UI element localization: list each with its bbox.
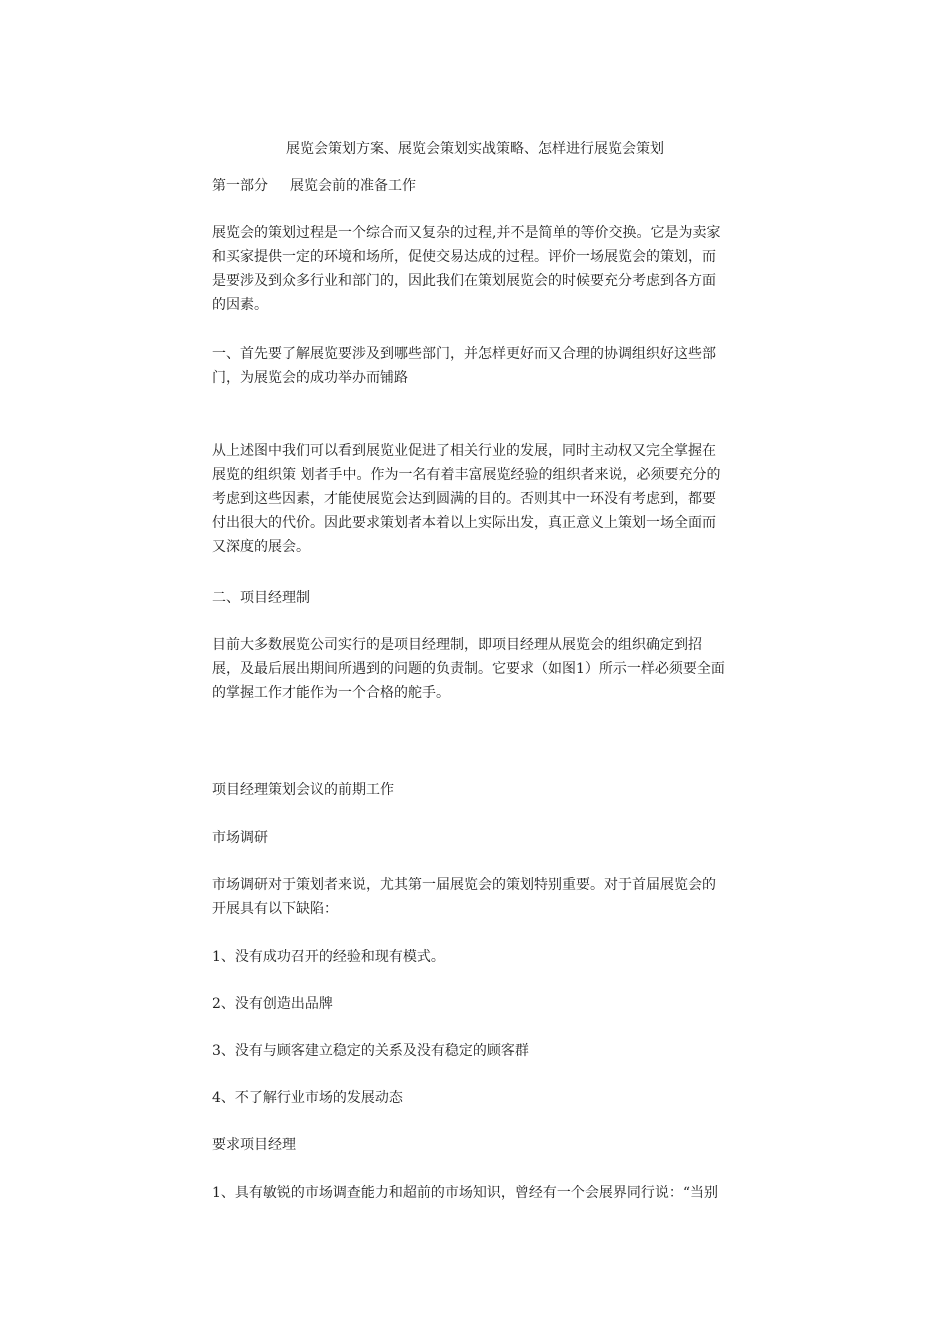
- part-heading-label: 第一部分: [212, 178, 268, 194]
- paragraph-line: 开展具有以下缺陷：: [212, 901, 338, 917]
- list-item: 4、不了解行业市场的发展动态: [212, 1090, 403, 1106]
- heading-line: 二、项目经理制: [212, 590, 310, 606]
- paragraph-line: 目前大多数展览公司实行的是项目经理制，即项目经理从展览会的组织确定到招: [212, 637, 702, 653]
- list-item: 1、具有敏锐的市场调查能力和超前的市场知识，曾经有一个会展界同行说：“当别: [212, 1185, 719, 1201]
- pm-requirement-item: [212, 1181, 742, 1205]
- section-two-heading: [212, 586, 742, 610]
- heading-line: 门，为展览会的成功举办而铺路: [212, 370, 408, 386]
- intro-paragraph: [212, 221, 742, 317]
- paragraph-line: 考虑到这些因素，才能使展览会达到圆满的目的。否则其中一环没有考虑到，都要: [212, 491, 716, 507]
- paragraph-line: 展，及最后展出期间所遇到的问题的负责制。它要求（如图1）所示一样必须要全面: [212, 661, 725, 677]
- paragraph-line: 的因素。: [212, 297, 268, 313]
- document-title: 展览会策划方案、展览会策划实战策略、怎样进行展览会策划: [286, 141, 664, 157]
- paragraph-line: 和买家提供一定的环境和场所，促使交易达成的过程。评价一场展览会的策划，而: [212, 249, 716, 265]
- deficiency-item: [212, 992, 742, 1016]
- paragraph-line: 市场调研对于策划者来说，尤其第一届展览会的策划特别重要。对于首届展览会的: [212, 877, 716, 893]
- paragraph-line: 是要涉及到众多行业和部门的，因此我们在策划展览会的时候要充分考虑到各方面: [212, 273, 716, 289]
- heading-line: 要求项目经理: [212, 1137, 296, 1153]
- paragraph-line: 又深度的展会。: [212, 539, 310, 555]
- list-item: 2、没有创造出品牌: [212, 996, 333, 1012]
- part-heading: [212, 174, 742, 198]
- market-research-paragraph: [212, 873, 742, 921]
- heading-line: 项目经理策划会议的前期工作: [212, 782, 394, 798]
- deficiency-item: [212, 1086, 742, 1110]
- paragraph-line: 的掌握工作才能作为一个合格的舵手。: [212, 685, 450, 701]
- paragraph-line: 从上述图中我们可以看到展览业促进了相关行业的发展，同时主动权又完全掌握在: [212, 443, 716, 459]
- paragraph-line: 展览会的策划过程是一个综合而又复杂的过程,并不是简单的等价交换。它是为卖家: [212, 225, 721, 241]
- deficiency-item: [212, 1039, 742, 1063]
- section-one-heading: [212, 342, 742, 390]
- heading-line: 市场调研: [212, 830, 268, 846]
- heading-line: 一、首先要了解展览要涉及到哪些部门，并怎样更好而又合理的协调组织好这些部: [212, 346, 716, 362]
- market-research-heading: [212, 826, 742, 850]
- deficiency-item: [212, 945, 742, 969]
- paragraph-line: 展览的组织策 划者手中。作为一名有着丰富展览经验的组织者来说，必须要充分的: [212, 467, 721, 483]
- part-heading-text: 展览会前的准备工作: [290, 178, 416, 194]
- pm-meeting-heading: [212, 778, 742, 802]
- section-one-paragraph: [212, 439, 742, 559]
- list-item: 1、没有成功召开的经验和现有模式。: [212, 949, 445, 965]
- section-two-paragraph: [212, 633, 742, 705]
- pm-requirements-heading: [212, 1133, 742, 1157]
- paragraph-line: 付出很大的代价。因此要求策划者本着以上实际出发，真正意义上策划一场全面而: [212, 515, 716, 531]
- list-item: 3、没有与顾客建立稳定的关系及没有稳定的顾客群: [212, 1043, 529, 1059]
